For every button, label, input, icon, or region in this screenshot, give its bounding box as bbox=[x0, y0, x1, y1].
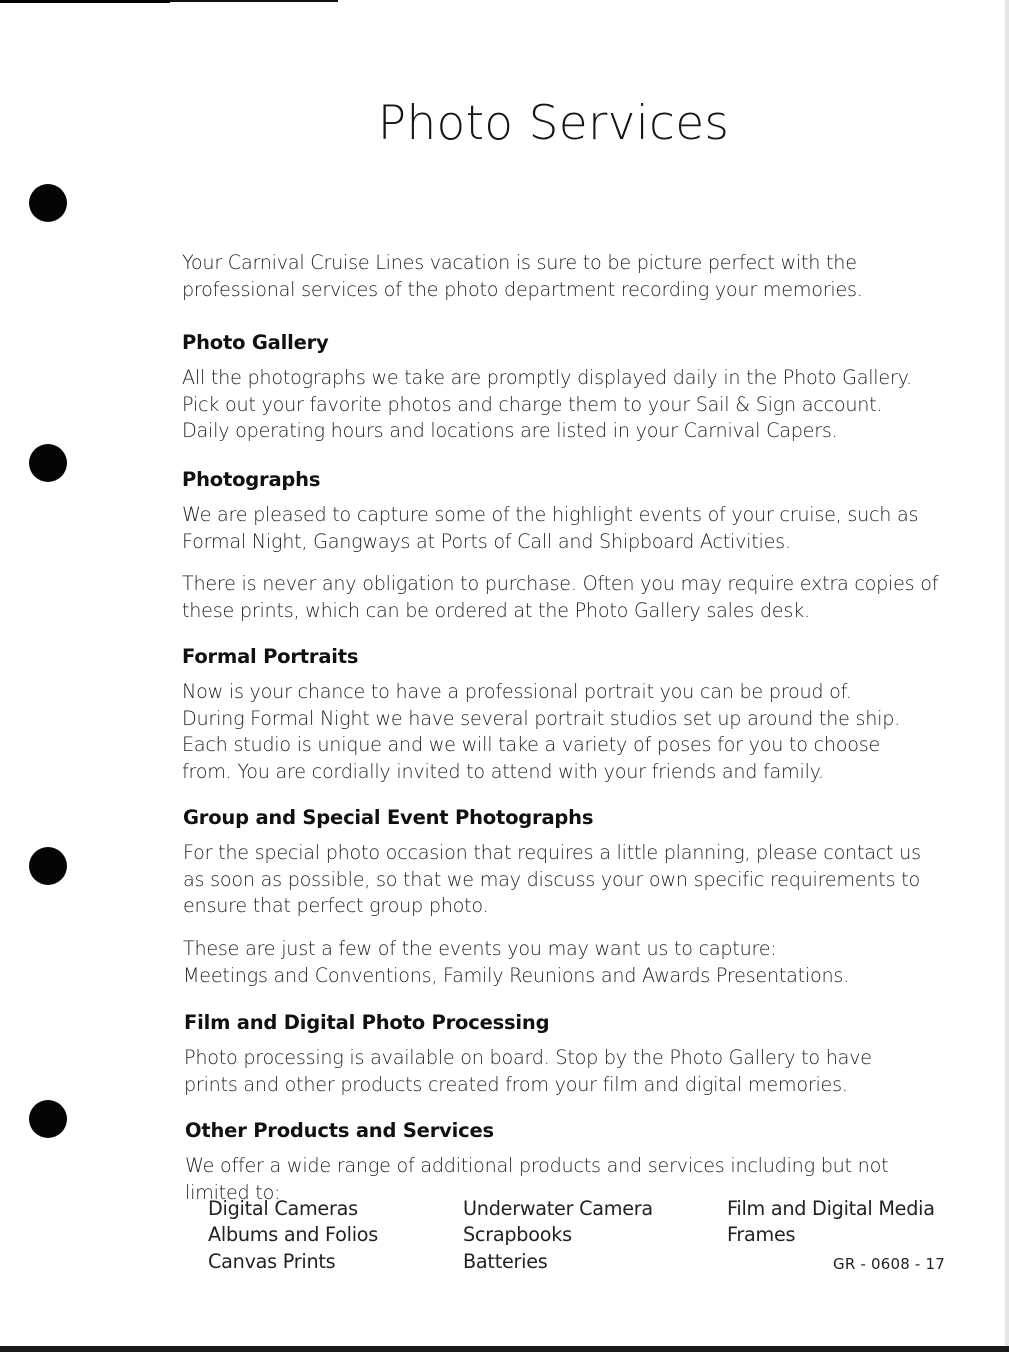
list-item: Albums and Folios bbox=[208, 1223, 379, 1247]
list-item: Scrapbooks bbox=[463, 1223, 572, 1247]
paragraph-group-special-event-1: For the special photo occasion that requires a little planning, please contact us as soon as possible, so that we may discuss your own specific requirements to ensure that perfect group photo. bbox=[183, 841, 921, 917]
intro-paragraph: Your Carnival Cruise Lines vacation is sure to be picture perfect with the professional services of the photo department recording your memories. bbox=[182, 251, 863, 301]
paragraph-photographs-2: There is never any obligation to purchase. Often you may require extra copies of these prints, which can be ordered at the Photo Gallery sales desk. bbox=[182, 572, 939, 622]
list-item: Canvas Prints bbox=[208, 1249, 336, 1273]
list-item: Film and Digital Media bbox=[727, 1197, 935, 1220]
binder-hole-1 bbox=[29, 184, 67, 222]
heading-photo-gallery: Photo Gallery bbox=[182, 331, 329, 354]
products-column-1 bbox=[208, 1196, 378, 1275]
scan-edge-top-dark bbox=[0, 0, 170, 3]
paragraph-group-special-event-2: These are just a few of the events you may want us to capture: Meetings and Conventions, Family Reunions and Awards Presentations. bbox=[183, 937, 849, 987]
page-code: GR - 0608 - 17 bbox=[833, 1255, 946, 1273]
list-item: Frames bbox=[727, 1223, 796, 1247]
paragraph-photo-gallery: All the photographs we take are promptly displayed daily in the Photo Gallery. Pick out your favorite photos and charge them to your Sail & Sign account. Daily operating hours and locations are listed in your Carnival Capers. bbox=[182, 366, 912, 442]
paragraph-other-products: We offer a wide range of additional products and services including but not limited to: bbox=[185, 1154, 889, 1204]
paragraph-film-digital-processing: Photo processing is available on board. Stop by the Photo Gallery to have prints and other products created from your film and digital memories. bbox=[184, 1046, 872, 1096]
binder-hole-2 bbox=[29, 444, 67, 482]
heading-photographs: Photographs bbox=[182, 468, 321, 491]
scan-edge-bottom bbox=[0, 1346, 1009, 1352]
heading-group-special-event: Group and Special Event Photographs bbox=[183, 806, 594, 829]
products-column-3 bbox=[727, 1196, 935, 1249]
scan-edge-right bbox=[1005, 0, 1009, 1352]
paragraph-formal-portraits: Now is your chance to have a professional portrait you can be proud of. During Formal Night we have several portrait studios set up around the ship. Each studio is unique and we will take a variety of poses for you to choose from. You are cordially invited to attend with your friends and family. bbox=[182, 680, 900, 783]
binder-hole-3 bbox=[29, 847, 67, 885]
list-item: Batteries bbox=[463, 1249, 548, 1273]
paragraph-photographs-1: We are pleased to capture some of the highlight events of your cruise, such as Formal Night, Gangways at Ports of Call and Shipboard Activities. bbox=[182, 503, 919, 553]
page-title: Photo Services bbox=[377, 96, 730, 151]
products-column-2 bbox=[463, 1196, 653, 1275]
heading-formal-portraits: Formal Portraits bbox=[182, 645, 359, 668]
list-item: Underwater Camera bbox=[463, 1197, 653, 1220]
heading-other-products: Other Products and Services bbox=[185, 1119, 494, 1142]
binder-hole-4 bbox=[29, 1100, 67, 1138]
list-item: Digital Cameras bbox=[208, 1197, 358, 1220]
heading-film-digital-processing: Film and Digital Photo Processing bbox=[184, 1011, 550, 1034]
